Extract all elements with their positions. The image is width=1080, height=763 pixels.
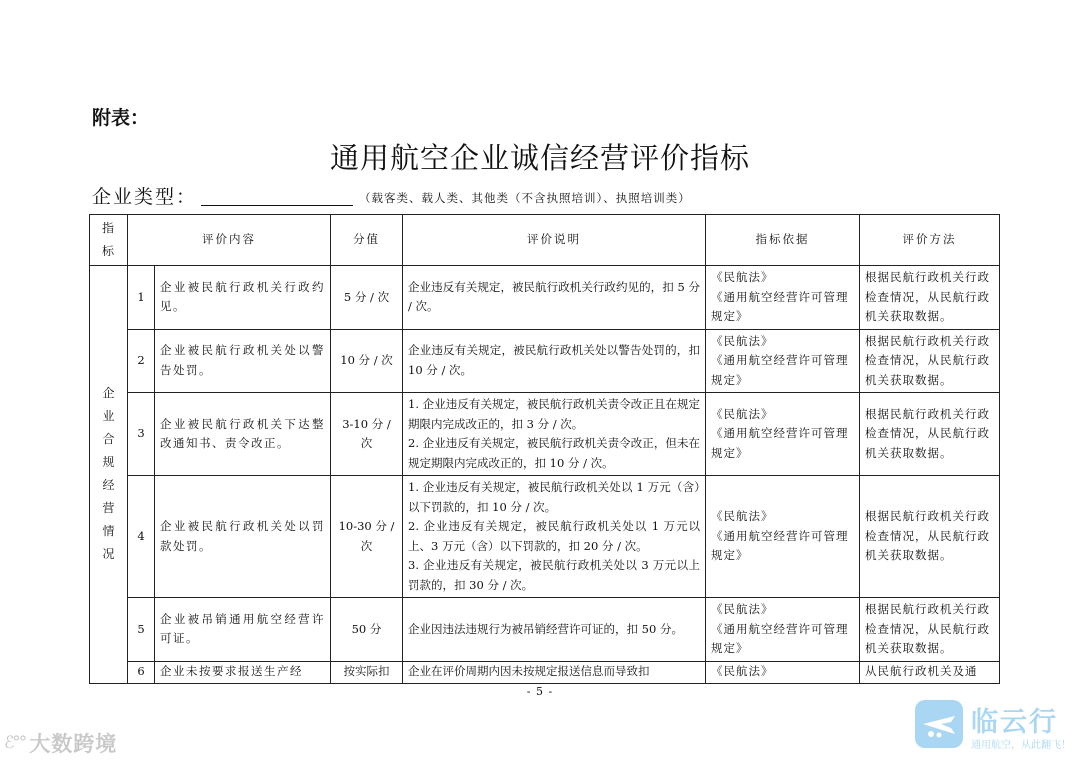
watermark-brand: 临云行 <box>971 707 1058 738</box>
row-basis: 《民航法》 《通用航空经营许可管理规定》 <box>706 393 860 476</box>
enterprise-type-row <box>92 185 691 209</box>
airplane-logo-icon <box>915 700 963 748</box>
row-number: 3 <box>128 393 155 476</box>
header-explanation: 评价说明 <box>403 215 706 266</box>
appendix-label: 附表： <box>92 107 150 129</box>
row-method: 根据民航行政机关行政检查情况，从民航行政机关获取数据。 <box>860 476 1000 598</box>
row-method: 从民航行政机关及通 <box>860 661 1000 683</box>
row-basis: 《民航法》 《通用航空经营许可管理规定》 <box>706 329 860 393</box>
table-row <box>90 266 1000 330</box>
row-number: 4 <box>128 476 155 598</box>
watermark-right <box>915 700 1075 758</box>
watermark-slogan: 通用航空，从此翻飞！ <box>971 740 1071 751</box>
row-basis: 《民航法》 <box>706 661 860 683</box>
header-method: 评价方法 <box>860 215 1000 266</box>
header-content: 评价内容 <box>128 215 331 266</box>
row-basis: 《民航法》 《通用航空经营许可管理规定》 <box>706 266 860 330</box>
row-content: 企业被民航行政机关下达整改通知书、责令改正。 <box>155 393 331 476</box>
row-explanation: 企业违反有关规定，被民航行政机关处以警告处罚的，扣 10 分 / 次。 <box>403 329 706 393</box>
row-content: 企业未按要求报送生产经 <box>155 661 331 683</box>
row-explanation: 企业因违法违规行为被吊销经营许可证的，扣 50 分。 <box>403 598 706 662</box>
row-method: 根据民航行政机关行政检查情况，从民航行政机关获取数据。 <box>860 266 1000 330</box>
table-header-row <box>90 215 1000 266</box>
header-basis: 指标依据 <box>706 215 860 266</box>
row-content: 企业被民航行政机关处以罚款处罚。 <box>155 476 331 598</box>
watermark-left-text: 大数跨境 <box>29 732 118 756</box>
table-row <box>90 476 1000 598</box>
enterprise-type-note: （载客类、载人类、其他类（不含执照培训）、执照培训类） <box>359 191 691 205</box>
document-title: 通用航空企业诚信经营评价指标 <box>329 141 750 175</box>
row-score: 50 分 <box>331 598 403 662</box>
row-content: 企业被民航行政机关行政约见。 <box>155 266 331 330</box>
watermark-logo-icon: ℰ°° <box>4 733 26 753</box>
row-score: 10-30 分 / 次 <box>331 476 403 598</box>
category-cell <box>90 266 128 684</box>
row-content: 企业被吊销通用航空经营许可证。 <box>155 598 331 662</box>
watermark-left <box>4 728 117 758</box>
row-score: 10 分 / 次 <box>331 329 403 393</box>
header-indicator: 指标 <box>90 215 128 266</box>
row-number: 1 <box>128 266 155 330</box>
row-basis: 《民航法》 《通用航空经营许可管理规定》 <box>706 598 860 662</box>
row-number: 2 <box>128 329 155 393</box>
table-row <box>90 329 1000 393</box>
row-score: 按实际扣 <box>331 661 403 683</box>
row-explanation: 企业违反有关规定，被民航行政机关行政约见的，扣 5 分 / 次。 <box>403 266 706 330</box>
enterprise-type-blank <box>201 187 353 206</box>
row-method: 根据民航行政机关行政检查情况，从民航行政机关获取数据。 <box>860 329 1000 393</box>
page-number: - 5 - <box>526 685 554 698</box>
row-content: 企业被民航行政机关处以警告处罚。 <box>155 329 331 393</box>
row-method: 根据民航行政机关行政检查情况，从民航行政机关获取数据。 <box>860 598 1000 662</box>
enterprise-type-label: 企业类型： <box>92 186 198 208</box>
row-score: 5 分 / 次 <box>331 266 403 330</box>
row-basis: 《民航法》 《通用航空经营许可管理规定》 <box>706 476 860 598</box>
table-row <box>90 661 1000 683</box>
evaluation-table <box>89 214 1000 684</box>
category-label: 企业合规经营情况 <box>102 386 115 562</box>
row-number: 5 <box>128 598 155 662</box>
row-method: 根据民航行政机关行政检查情况，从民航行政机关获取数据。 <box>860 393 1000 476</box>
header-score: 分值 <box>331 215 403 266</box>
table-row <box>90 598 1000 662</box>
row-explanation: 1. 企业违反有关规定，被民航行政机关处以 1 万元（含）以下罚款的，扣 10 分 / 次。 2. 企业违反有关规定，被民航行政机关处以 1 万元以上、3 万元（含）以下罚款的，扣 20 分 / 次。 3. 企业违反有关规定，被民航行政机关处以 3 万元以上罚款的，扣 30 分 / 次。 <box>403 476 706 598</box>
row-explanation: 企业在评价周期内因未按规定报送信息而导致扣 <box>403 661 706 683</box>
row-explanation: 1. 企业违反有关规定，被民航行政机关责令改正且在规定期限内完成改正的，扣 3 分 / 次。 2. 企业违反有关规定，被民航行政机关责令改正，但未在规定期限内完成改正的，扣 10 分 / 次。 <box>403 393 706 476</box>
row-score: 3-10 分 / 次 <box>331 393 403 476</box>
table-row <box>90 393 1000 476</box>
row-number: 6 <box>128 661 155 683</box>
